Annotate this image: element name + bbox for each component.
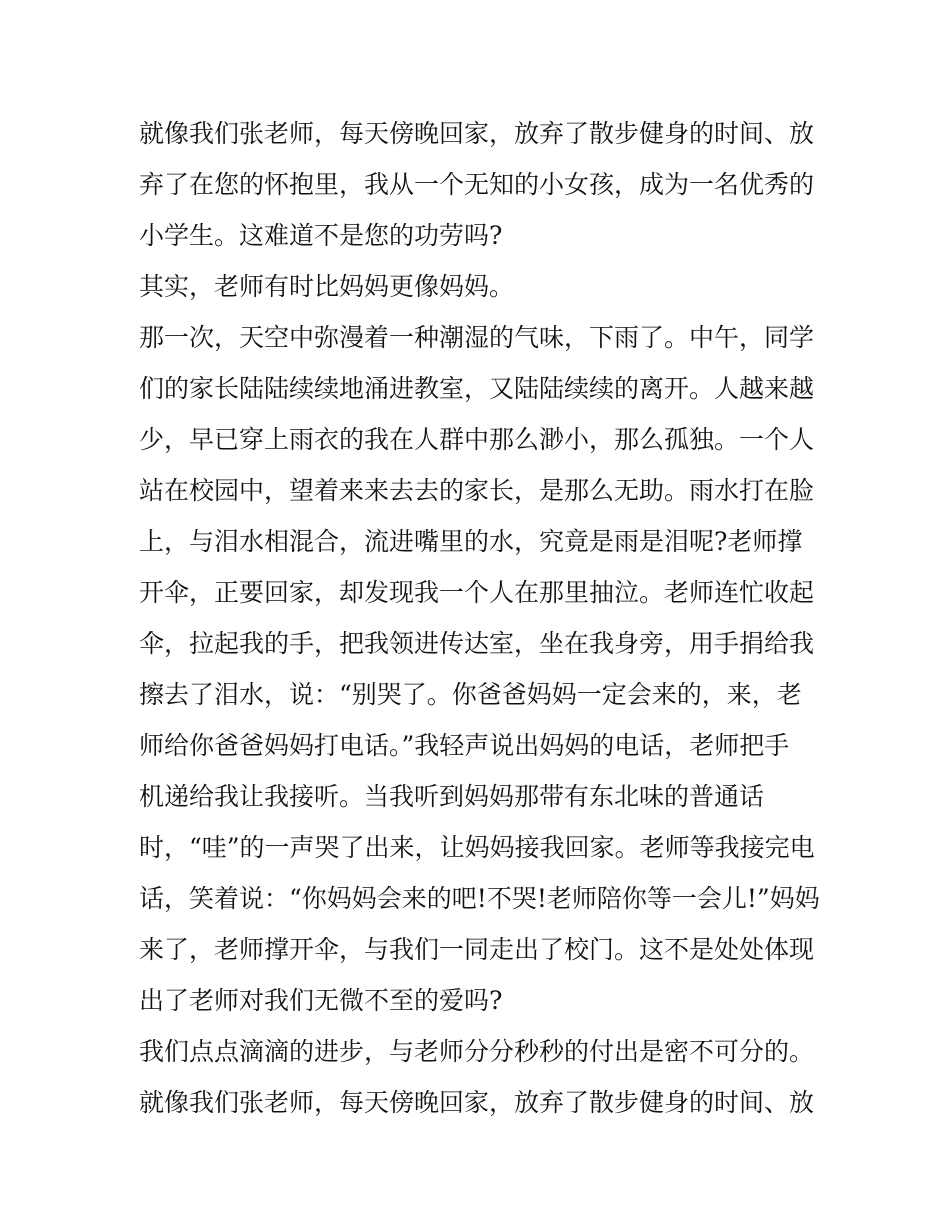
text-line-6: 们的家长陆陆续续地涌进教室，又陆陆续续的离开。人越来越 <box>139 374 815 403</box>
text-line-14: 机递给我让我接听。当我听到妈妈那带有东北味的普通话 <box>139 782 765 811</box>
text-line-5: 那一次，天空中弥漫着一种潮湿的气味，下雨了。中午，同学 <box>139 323 815 352</box>
text-line-17: 来了，老师撑开伞，与我们一同走出了校门。这不是处处体现 <box>139 935 815 964</box>
text-line-7: 少，早已穿上雨衣的我在人群中那么渺小，那么孤独。一个人 <box>139 425 815 454</box>
text-line-2: 弃了在您的怀抱里，我从一个无知的小女孩，成为一名优秀的 <box>139 170 815 199</box>
text-line-4: 其实，老师有时比妈妈更像妈妈。 <box>139 272 515 301</box>
text-line-1: 就像我们张老师，每天傍晚回家，放弃了散步健身的时间、放 <box>139 119 815 148</box>
text-line-20: 就像我们张老师，每天傍晚回家，放弃了散步健身的时间、放 <box>139 1088 815 1117</box>
text-line-16: 话，笑着说：“你妈妈会来的吧!不哭!老师陪你等一会儿!”妈妈 <box>139 884 820 913</box>
text-line-13: 师给你爸爸妈妈打电话。”我轻声说出妈妈的电话，老师把手 <box>139 731 790 760</box>
text-line-10: 开伞，正要回家，却发现我一个人在那里抽泣。老师连忙收起 <box>139 578 815 607</box>
text-line-19: 我们点点滴滴的进步，与老师分分秒秒的付出是密不可分的。 <box>139 1037 815 1066</box>
text-line-15: 时，“哇”的一声哭了出来，让妈妈接我回家。老师等我接完电 <box>139 833 815 862</box>
text-line-12: 擦去了泪水，说：“别哭了。你爸爸妈妈一定会来的，来，老 <box>139 680 802 709</box>
text-line-9: 上，与泪水相混合，流进嘴里的水，究竟是雨是泪呢?老师撑 <box>139 527 803 556</box>
text-line-8: 站在校园中，望着来来去去的家长，是那么无助。雨水打在脸 <box>139 476 815 505</box>
text-line-3: 小学生。这难道不是您的功劳吗? <box>139 221 503 250</box>
document-body <box>139 108 819 1128</box>
text-line-11: 伞，拉起我的手，把我领进传达室，坐在我身旁，用手捐给我 <box>139 629 815 658</box>
text-line-18: 出了老师对我们无微不至的爱吗? <box>139 986 503 1015</box>
